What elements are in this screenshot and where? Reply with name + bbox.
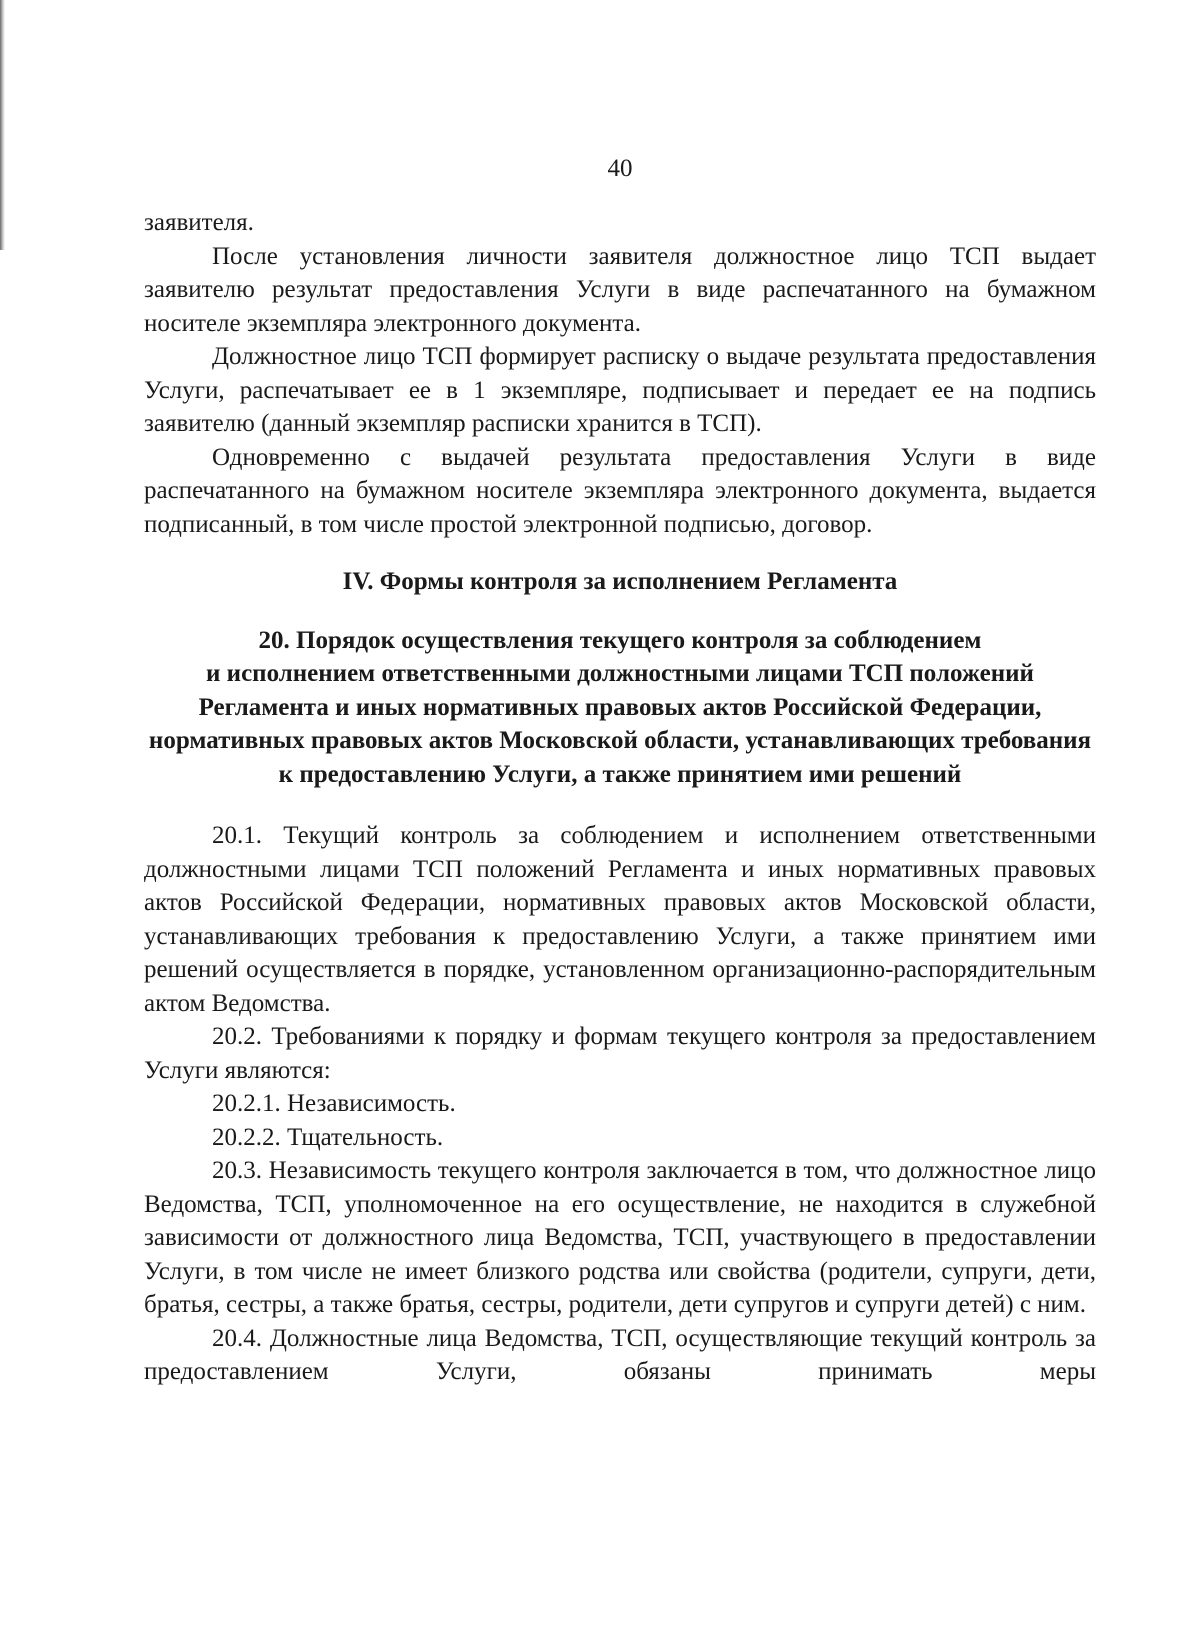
paragraph-receipt: Должностное лицо ТСП формирует расписку о выдаче результата предоставления Услуги, распечатывает ее в 1 экземпляре, подписывает и передает ее на подпись заявителю (данный экземпляр расписки хранится в ТСП).: [144, 343, 1096, 437]
section-title: IV. Формы контроля за исполнением Регламента: [342, 568, 898, 595]
subsection-heading-line: нормативных правовых актов Московской области, устанавливающих требования: [148, 727, 1092, 754]
scan-edge-shadow: [0, 0, 5, 250]
subsection-heading-line: 20. Порядок осуществления текущего контроля за соблюдением: [258, 626, 982, 654]
subsection-heading: [138, 624, 1102, 792]
paragraph-20-4: 20.4. Должностные лица Ведомства, ТСП, осуществляющие текущий контроль за предоставлением Услуги, обязаны принимать меры: [144, 1324, 1096, 1385]
paragraph-contract: Одновременно с выдачей результата предоставления Услуги в виде распечатанного на бумажном носителе экземпляра электронного документа, выдается подписанный, в том числе простой электронной подписью, договор.: [144, 443, 1096, 538]
subsection-heading-line: к предоставлению Услуги, а также принятием ими решений: [278, 760, 962, 788]
subsection-heading-line: и исполнением ответственными должностными лицами ТСП положений: [206, 660, 1034, 687]
paragraph-20-3: 20.3. Независимость текущего контроля заключается в том, что должностное лицо Ведомства, ТСП, уполномоченное на его осуществление, не находится в служебной зависимости от должностного лица Ведомства, ТСП, участвующего в предоставлении Услуги, в том числе не имеет близкого родства или свойства (родители, супруги, дети, братья, сестры, а также братья, сестры, родители, дети супругов и супруги детей) с ним.: [144, 1157, 1096, 1318]
paragraph-20-2-1: 20.2.1. Независимость.: [212, 1090, 456, 1117]
subsection-heading-line: Регламента и иных нормативных правовых актов Российской Федерации,: [198, 693, 1042, 721]
document-body: [144, 206, 1096, 1389]
paragraph-20-1: 20.1. Текущий контроль за соблюдением и исполнением ответственными должностными лицами ТСП положений Регламента и иных нормативных правовых актов Российской Федерации, нормативных правовых актов Московской области, устанавливающих требования к предоставлению Услуги, а также принятием ими решений осуществляется в порядке, установленном организационно-распорядительным актом Ведомства.: [144, 822, 1096, 1017]
paragraph-20-2: 20.2. Требованиями к порядку и формам текущего контроля за предоставлением Услуги являются:: [144, 1023, 1096, 1084]
paragraph-result-issue: После установления личности заявителя должностное лицо ТСП выдает заявителю результат предоставления Услуги в виде распечатанного на бумажном носителе экземпляра электронного документа.: [144, 242, 1096, 337]
paragraph-20-2-2: 20.2.2. Тщательность.: [212, 1123, 444, 1151]
paragraph-continuation: заявителя.: [144, 209, 254, 236]
page-number: 40: [607, 155, 633, 182]
